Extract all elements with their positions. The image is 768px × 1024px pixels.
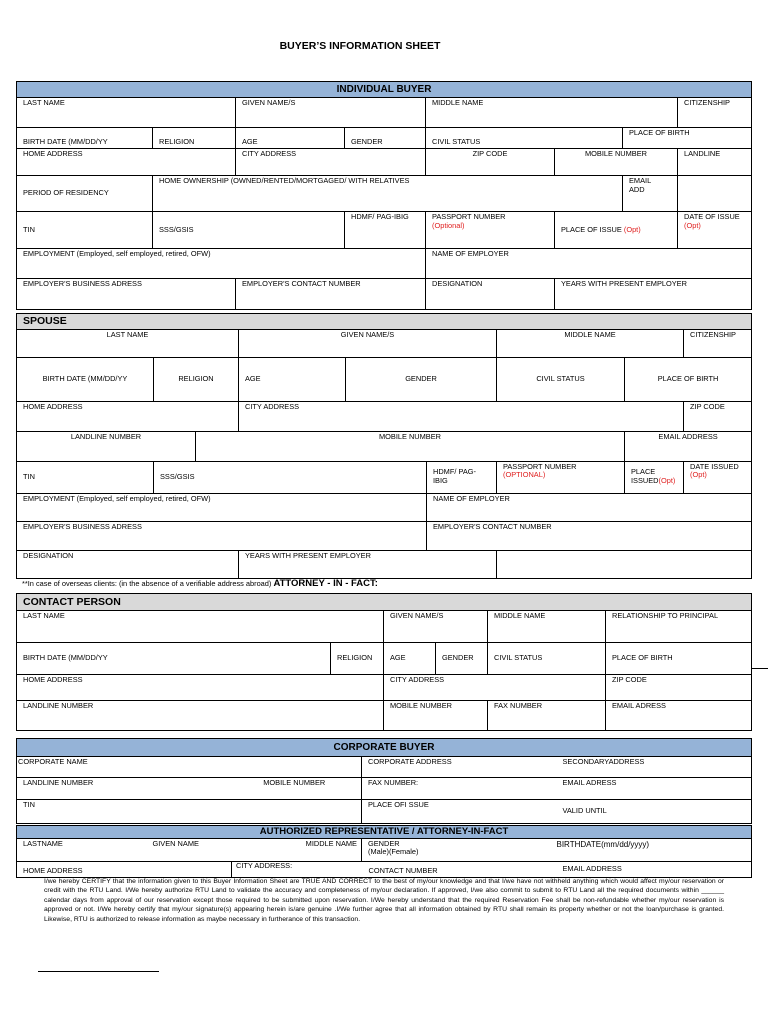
corporate-fax-field[interactable]: FAX NUMBER: [362, 778, 557, 800]
auth-gender-options: (Male)(Female) [368, 847, 419, 857]
spouse-religion-field[interactable]: RELIGION [154, 357, 239, 401]
home-ownership-field[interactable] [153, 176, 623, 212]
spouse-last-name-field[interactable]: LAST NAME [17, 329, 239, 357]
spouse-middle-name-field[interactable]: MIDDLE NAME [497, 329, 684, 357]
date-issue-field[interactable] [678, 212, 752, 249]
spouse-table [16, 313, 752, 579]
employment-field[interactable]: EMPLOYMENT (Employed, self employed, retired, OFW) [17, 249, 426, 279]
spouse-name-employer-field[interactable]: NAME OF EMPLOYER [427, 493, 752, 521]
spouse-passport-optional: (OPTIONAL) [503, 470, 546, 480]
business-address-field[interactable]: EMPLOYER'S BUSINESS ADRESS [17, 279, 236, 310]
spouse-employment-field[interactable]: EMPLOYMENT (Employed, self employed, retired, OFW) [17, 493, 427, 521]
spouse-place-of-birth-field[interactable]: PLACE OF BIRTH [625, 357, 752, 401]
spouse-given-names-field[interactable]: GIVEN NAME/S [239, 329, 497, 357]
place-of-birth-field[interactable]: PLACE OF BIRTH [623, 128, 752, 149]
contact-birth-date-field[interactable]: BIRTH DATE (MM/DD/YY [17, 643, 331, 675]
tin-field[interactable]: TIN [17, 212, 153, 249]
spouse-age-field[interactable]: AGE [239, 357, 346, 401]
secondary-address-field[interactable]: SECONDARYADDRESS [557, 757, 752, 778]
contact-given-names-field[interactable]: GIVEN NAME/S [384, 611, 488, 643]
citizenship-field[interactable]: CITIZENSHIP [678, 98, 752, 128]
given-names-field[interactable]: GIVEN NAME/S [236, 98, 426, 128]
contact-zip-code-field[interactable]: ZIP CODE [606, 675, 752, 701]
civil-status-field[interactable]: CIVIL STATUS [426, 128, 623, 149]
spouse-date-issued-optional: (Opt) [690, 470, 707, 480]
contact-age-field[interactable]: AGE [384, 643, 436, 675]
auth-contact-number-label: CONTACT NUMBER [368, 865, 438, 875]
contact-person-table [16, 593, 752, 731]
contact-mobile-field[interactable]: MOBILE NUMBER [384, 701, 488, 731]
auth-birthdate-field[interactable]: BIRTHDATE(mm/dd/yyyy) [557, 838, 752, 861]
spouse-place-issued-optional: (Opt) [658, 476, 676, 486]
spouse-date-issued-field[interactable] [684, 461, 752, 493]
auth-lastname-field[interactable]: LASTNAME [17, 838, 147, 861]
spouse-city-address-field[interactable]: CITY ADDRESS [239, 401, 684, 431]
landline-field[interactable]: LANDLINE [678, 149, 752, 176]
spouse-sss-field[interactable]: SSS/GSIS [154, 461, 427, 493]
corporate-landline-label: LANDLINE NUMBER [23, 778, 94, 787]
date-issue-label: DATE OF ISSUE [684, 212, 740, 221]
age-field[interactable]: AGE [236, 128, 345, 149]
contact-city-address-field[interactable]: CITY ADDRESS [384, 675, 606, 701]
contact-home-address-field[interactable]: HOME ADDRESS [17, 675, 384, 701]
spouse-citizenship-field[interactable]: CITIZENSHIP [684, 329, 752, 357]
spouse-business-address-field[interactable]: EMPLOYER'S BUSINESS ADRESS [17, 521, 427, 550]
auth-email-field[interactable]: EMAIL ADDRESS [557, 861, 752, 877]
corporate-place-issue-field[interactable]: PLACE OFI SSUE [362, 800, 557, 824]
spouse-mobile-field[interactable]: MOBILE NUMBER [196, 431, 625, 461]
auth-given-name-field[interactable]: GIVEN NAME [147, 838, 232, 861]
overseas-note [22, 578, 378, 589]
home-ownership-label: HOME OWNERSHIP (OWNED/RENTED/MORTGAGED/ WITH RELATIVES [159, 176, 410, 185]
last-name-field[interactable]: LAST NAME [17, 98, 236, 128]
spouse-contact-number-field[interactable]: EMPLOYER'S CONTACT NUMBER [427, 521, 752, 550]
individual-buyer-table [16, 81, 752, 310]
contact-landline-field[interactable]: LANDLINE NUMBER [17, 701, 384, 731]
corporate-name-field[interactable]: CORPORATE NAME [17, 757, 362, 778]
authorized-rep-table [16, 825, 752, 878]
spouse-home-address-field[interactable]: HOME ADDRESS [17, 401, 239, 431]
spouse-birth-date-field[interactable]: BIRTH DATE (MM/DD/YY [17, 357, 154, 401]
auth-contact-number-field[interactable] [368, 861, 557, 877]
spouse-place-issued-field[interactable] [625, 461, 684, 493]
spouse-blank-field[interactable] [497, 550, 752, 578]
contact-number-field[interactable]: EMPLOYER'S CONTACT NUMBER [236, 279, 426, 310]
spouse-place-issued-label: PLACE ISSUED [631, 467, 659, 486]
passport-optional: (Optional) [432, 220, 465, 230]
passport-field[interactable] [426, 212, 555, 249]
contact-last-name-field[interactable]: LAST NAME [17, 611, 384, 643]
contact-person-header: CONTACT PERSON [17, 594, 752, 611]
date-issue-optional: (Opt) [684, 220, 701, 230]
auth-city-address-label: CITY ADDRESS: [236, 860, 293, 870]
hdmf-field[interactable]: HDMF/ PAG-IBIG [345, 212, 426, 249]
auth-middle-name-field[interactable]: MIDDLE NAME [232, 838, 362, 861]
place-issue-optional: (Opt) [623, 224, 641, 234]
spouse-civil-status-field[interactable]: CIVIL STATUS [497, 357, 625, 401]
place-issue-label: PLACE OF ISSUE [561, 224, 622, 234]
auth-home-address-field[interactable]: HOME ADDRESS [17, 861, 232, 877]
email-add-field[interactable] [623, 176, 678, 212]
corporate-buyer-table [16, 738, 752, 824]
overseas-note-text: **In case of overseas clients: (in the absence of a verifiable address abroad) [22, 579, 272, 588]
spouse-designation-field[interactable]: DESIGNATION [17, 550, 239, 578]
passport-label: PASSPORT NUMBER [432, 212, 506, 221]
birth-date-field[interactable]: BIRTH DATE (MM/DD/YY [17, 128, 153, 149]
name-employer-field[interactable]: NAME OF EMPLOYER [426, 249, 752, 279]
spouse-zip-code-field[interactable]: ZIP CODE [684, 401, 752, 431]
contact-place-of-birth-field[interactable]: PLACE OF BIRTH [606, 643, 752, 675]
corporate-buyer-header: CORPORATE BUYER [17, 739, 752, 757]
spouse-years-present-field[interactable]: YEARS WITH PRESENT EMPLOYER [239, 550, 497, 578]
period-residency-field[interactable]: PERIOD OF RESIDENCY [17, 176, 153, 212]
spouse-gender-field[interactable]: GENDER [346, 357, 497, 401]
auth-gender-label: GENDER [368, 838, 400, 848]
corporate-landline-mobile-field[interactable] [17, 778, 362, 800]
corporate-valid-until-field[interactable]: VALID UNTIL [557, 800, 752, 824]
spouse-passport-label: PASSPORT NUMBER [503, 461, 577, 471]
contact-religion-field[interactable]: RELIGION [331, 643, 384, 675]
place-issue-field[interactable] [555, 212, 678, 249]
corporate-mobile-label: MOBILE NUMBER [263, 778, 326, 787]
contact-civil-status-field[interactable]: CIVIL STATUS [488, 643, 606, 675]
mobile-number-field[interactable]: MOBILE NUMBER [555, 149, 678, 176]
designation-field[interactable]: DESIGNATION [426, 279, 555, 310]
spouse-date-issued-label: DATE ISSUED [690, 461, 739, 471]
sss-field[interactable]: SSS/GSIS [153, 212, 345, 249]
gender-field[interactable]: GENDER [345, 128, 426, 149]
spouse-passport-field[interactable] [497, 461, 625, 493]
years-present-field[interactable]: YEARS WITH PRESENT EMPLOYER [555, 279, 752, 310]
page-title: BUYER’S INFORMATION SHEET [279, 40, 441, 52]
contact-email-field[interactable]: EMAIL ADRESS [606, 701, 752, 731]
margin-line [752, 668, 768, 669]
authorized-rep-header: AUTHORIZED REPRESENTATIVE / ATTORNEY-IN-FACT [17, 826, 752, 839]
certification-paragraph: I/we hereby CERTIFY that the information given to this Buyer Information Sheet are TRUE AND CORRECT to the best of my/our knowledge and that I/we have not withheld anything which would affect my/our reservation or credit with the RTU Land. I/We hereby authorize RTU Land to validate the accuracy and completeness of my/our declaration. If approved, I/we also commit to submit to RTU Land all the required documents within ______ calendar days from approval of our reservation except those required to be submitted upon reservation. I/We hereby understand that the required Reservation Fee shall be non-refundable whether my/our reservation is approved or not. I/We hereby certify that my/our signature(s) appearing herein is/are genuine .I/We further agree that all information obtained by RTU shall remain its property whether or not the loan/purchase is granted. Likewise, RTU is authorized to release information as maybe necessary in furtherance of this transaction. [44, 878, 724, 923]
spouse-header: SPOUSE [17, 314, 752, 330]
auth-gender-field[interactable] [362, 838, 557, 861]
zip-code-field[interactable]: ZIP CODE [426, 149, 555, 176]
contact-middle-name-field[interactable]: MIDDLE NAME [488, 611, 606, 643]
email-add-value[interactable] [678, 176, 752, 212]
spouse-email-field[interactable]: EMAIL ADDRESS [625, 431, 752, 461]
corporate-email-field[interactable]: EMAIL ADRESS [557, 778, 752, 800]
spouse-landline-field[interactable]: LANDLINE NUMBER [17, 431, 196, 461]
contact-relationship-field[interactable]: RELATIONSHIP TO PRINCIPAL [606, 611, 752, 643]
attorney-in-fact-label: ATTORNEY - IN - FACT: [273, 578, 378, 589]
individual-buyer-header: INDIVIDUAL BUYER [17, 82, 752, 98]
spouse-tin-field[interactable]: TIN [17, 461, 154, 493]
spouse-hdmf-field[interactable]: HDMF/ PAG-IBIG [427, 461, 497, 493]
home-address-field[interactable]: HOME ADDRESS [17, 149, 236, 176]
signature-line[interactable] [38, 971, 159, 972]
middle-name-field[interactable]: MIDDLE NAME [426, 98, 678, 128]
email-add-label: EMAIL ADD [629, 176, 651, 194]
corporate-address-field[interactable]: CORPORATE ADDRESS [362, 757, 557, 778]
religion-field[interactable]: RELIGION [153, 128, 236, 149]
city-address-field[interactable]: CITY ADDRESS [236, 149, 426, 176]
contact-gender-field[interactable]: GENDER [436, 643, 488, 675]
corporate-tin-field[interactable]: TIN [17, 800, 362, 824]
contact-fax-field[interactable]: FAX NUMBER [488, 701, 606, 731]
